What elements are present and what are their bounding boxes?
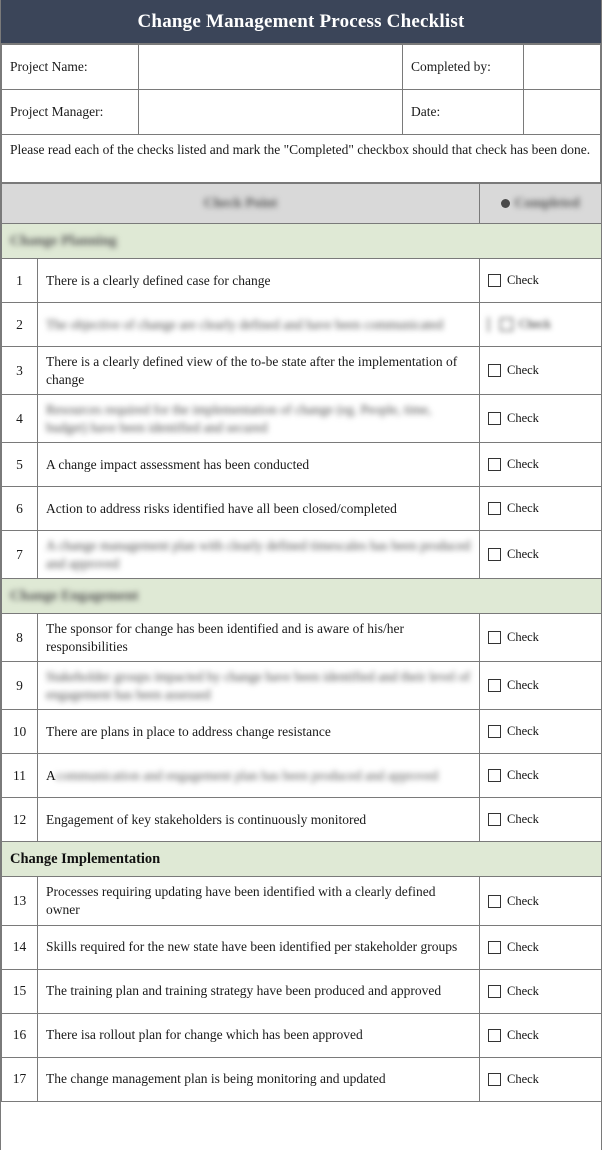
checkbox[interactable] (488, 895, 501, 908)
checkbox-label: Check (507, 939, 539, 954)
row-description: Stakeholder groups impacted by change have been identified and their level of engagement has been assessed (38, 662, 480, 710)
section-title: Change Implementation (2, 842, 602, 877)
row-check-cell[interactable] (480, 531, 602, 579)
checkbox[interactable] (488, 631, 501, 644)
row-check-cell[interactable] (480, 487, 602, 531)
checkbox-label: Check (507, 273, 539, 287)
date-field[interactable] (524, 90, 601, 135)
completed-by-field[interactable] (524, 45, 601, 90)
header-completed: Completed (480, 184, 602, 224)
completed-by-label: Completed by: (403, 45, 524, 90)
project-name-field[interactable] (139, 45, 403, 90)
row-number: 8 (2, 614, 38, 662)
checkbox[interactable] (488, 458, 501, 471)
table-row (2, 614, 602, 662)
checkbox-label: Check (507, 547, 539, 562)
project-manager-label: Project Manager: (2, 90, 139, 135)
table-row (2, 487, 602, 531)
checkbox[interactable] (488, 679, 501, 692)
row-description: There are plans in place to address change resistance (38, 710, 480, 754)
checkbox-label: Check (507, 501, 539, 516)
checkbox[interactable] (488, 813, 501, 826)
checkbox[interactable] (488, 941, 501, 954)
table-row (2, 798, 602, 842)
row-description: The sponsor for change has been identified and is aware of his/her responsibilities (38, 614, 480, 662)
row-description: Acommunication and engagement plan has been produced and approved (38, 754, 480, 798)
page-title: Change Management Process Checklist (1, 0, 601, 44)
row-number: 16 (2, 1013, 38, 1057)
row-description: Action to address risks identified have all been closed/completed (38, 487, 480, 531)
checkbox-label: Check (507, 812, 539, 827)
section-header-row (2, 579, 602, 614)
row-check-cell[interactable] (480, 969, 602, 1013)
checkbox[interactable] (500, 318, 513, 331)
row-description: The training plan and training strategy have been produced and approved (38, 969, 480, 1013)
table-row (2, 259, 602, 303)
checkbox[interactable] (488, 1029, 501, 1042)
row-number: 12 (2, 798, 38, 842)
row-description: Processes requiring updating have been identified with a clearly defined owner (38, 877, 480, 925)
row-check-cell[interactable] (480, 754, 602, 798)
row-number: 2 (2, 303, 38, 347)
row-check-cell[interactable] (480, 798, 602, 842)
row-description: A change impact assessment has been conducted (38, 443, 480, 487)
checkbox[interactable] (488, 548, 501, 561)
row-number: 9 (2, 662, 38, 710)
row-number: 10 (2, 710, 38, 754)
row-check-cell[interactable] (480, 347, 602, 395)
row-number: 15 (2, 969, 38, 1013)
project-name-label: Project Name: (2, 45, 139, 90)
table-row (2, 925, 602, 969)
row-number: 6 (2, 487, 38, 531)
text-caret (488, 317, 489, 332)
row-check-cell[interactable] (480, 710, 602, 754)
table-row (2, 877, 602, 925)
header-check-point: Check Point (2, 184, 480, 224)
bullet-icon (501, 199, 510, 208)
row-check-cell[interactable] (480, 614, 602, 662)
checkbox[interactable] (488, 1073, 501, 1086)
meta-row-1 (2, 45, 601, 90)
section-title: Change Planning (2, 224, 602, 259)
row-check-cell[interactable] (480, 443, 602, 487)
checkbox-label: Check (507, 630, 539, 645)
row-check-cell[interactable] (480, 1057, 602, 1101)
row-description: Engagement of key stakeholders is continuously monitored (38, 798, 480, 842)
table-row (2, 395, 602, 443)
row-description: The change management plan is being monitoring and updated (38, 1057, 480, 1101)
section-header-row (2, 224, 602, 259)
checkbox[interactable] (488, 985, 501, 998)
section-title: Change Engagement (2, 579, 602, 614)
instructions-text: Please read each of the checks listed and mark the "Completed" checkbox should that check has been done. (1, 135, 601, 183)
row-description: The objective of change are clearly defined and have been communicated (38, 303, 480, 347)
row-check-cell[interactable] (480, 303, 602, 347)
table-row (2, 443, 602, 487)
checkbox[interactable] (488, 274, 501, 287)
checkbox[interactable] (488, 412, 501, 425)
row-number: 14 (2, 925, 38, 969)
row-number: 3 (2, 347, 38, 395)
table-row (2, 754, 602, 798)
table-row (2, 1013, 602, 1057)
row-check-cell[interactable] (480, 925, 602, 969)
row-description: Skills required for the new state have been identified per stakeholder groups (38, 925, 480, 969)
checkbox-label: Check (507, 1027, 539, 1042)
checkbox-label: Check (507, 678, 539, 693)
checkbox[interactable] (488, 502, 501, 515)
row-check-cell[interactable] (480, 877, 602, 925)
row-number: 4 (2, 395, 38, 443)
table-row (2, 710, 602, 754)
row-number: 17 (2, 1057, 38, 1101)
table-row (2, 969, 602, 1013)
checkbox[interactable] (488, 725, 501, 738)
table-row (2, 662, 602, 710)
checkbox-label: Check (507, 363, 539, 378)
row-description: There isa rollout plan for change which has been approved (38, 1013, 480, 1057)
row-number: 1 (2, 259, 38, 303)
checkbox-label: Check (507, 768, 539, 783)
checkbox[interactable] (488, 364, 501, 377)
table-header-row (2, 184, 602, 224)
checkbox[interactable] (488, 769, 501, 782)
checkbox-label: Check (507, 457, 539, 472)
row-check-cell[interactable] (480, 662, 602, 710)
checkbox-label: Check (507, 411, 539, 426)
row-description: A change management plan with clearly defined timescales has been produced and approved (38, 531, 480, 579)
date-label: Date: (403, 90, 524, 135)
row-description: There is a clearly defined view of the to-be state after the implementation of change (38, 347, 480, 395)
row-description: Resources required for the implementation of change (eg. People, time, budget) have been identified and secured (38, 395, 480, 443)
table-row (2, 303, 602, 347)
checklist-table (1, 183, 602, 1102)
row-check-cell[interactable] (480, 1013, 602, 1057)
checkbox-label: Check (507, 893, 539, 908)
checkbox-label: Check (507, 1071, 539, 1086)
table-row (2, 347, 602, 395)
section-header-row (2, 842, 602, 877)
project-manager-field[interactable] (139, 90, 403, 135)
meta-row-2 (2, 90, 601, 135)
checkbox-label: Check (507, 983, 539, 998)
row-description: There is a clearly defined case for change (38, 259, 480, 303)
checkbox-label: Check (507, 724, 539, 739)
row-number: 13 (2, 877, 38, 925)
row-number: 7 (2, 531, 38, 579)
row-number: 11 (2, 754, 38, 798)
row-check-cell[interactable] (480, 395, 602, 443)
table-row (2, 531, 602, 579)
checkbox-label: Check (519, 317, 551, 331)
row-check-cell[interactable] (480, 259, 602, 303)
table-row (2, 1057, 602, 1101)
row-number: 5 (2, 443, 38, 487)
project-meta-table (1, 44, 601, 135)
